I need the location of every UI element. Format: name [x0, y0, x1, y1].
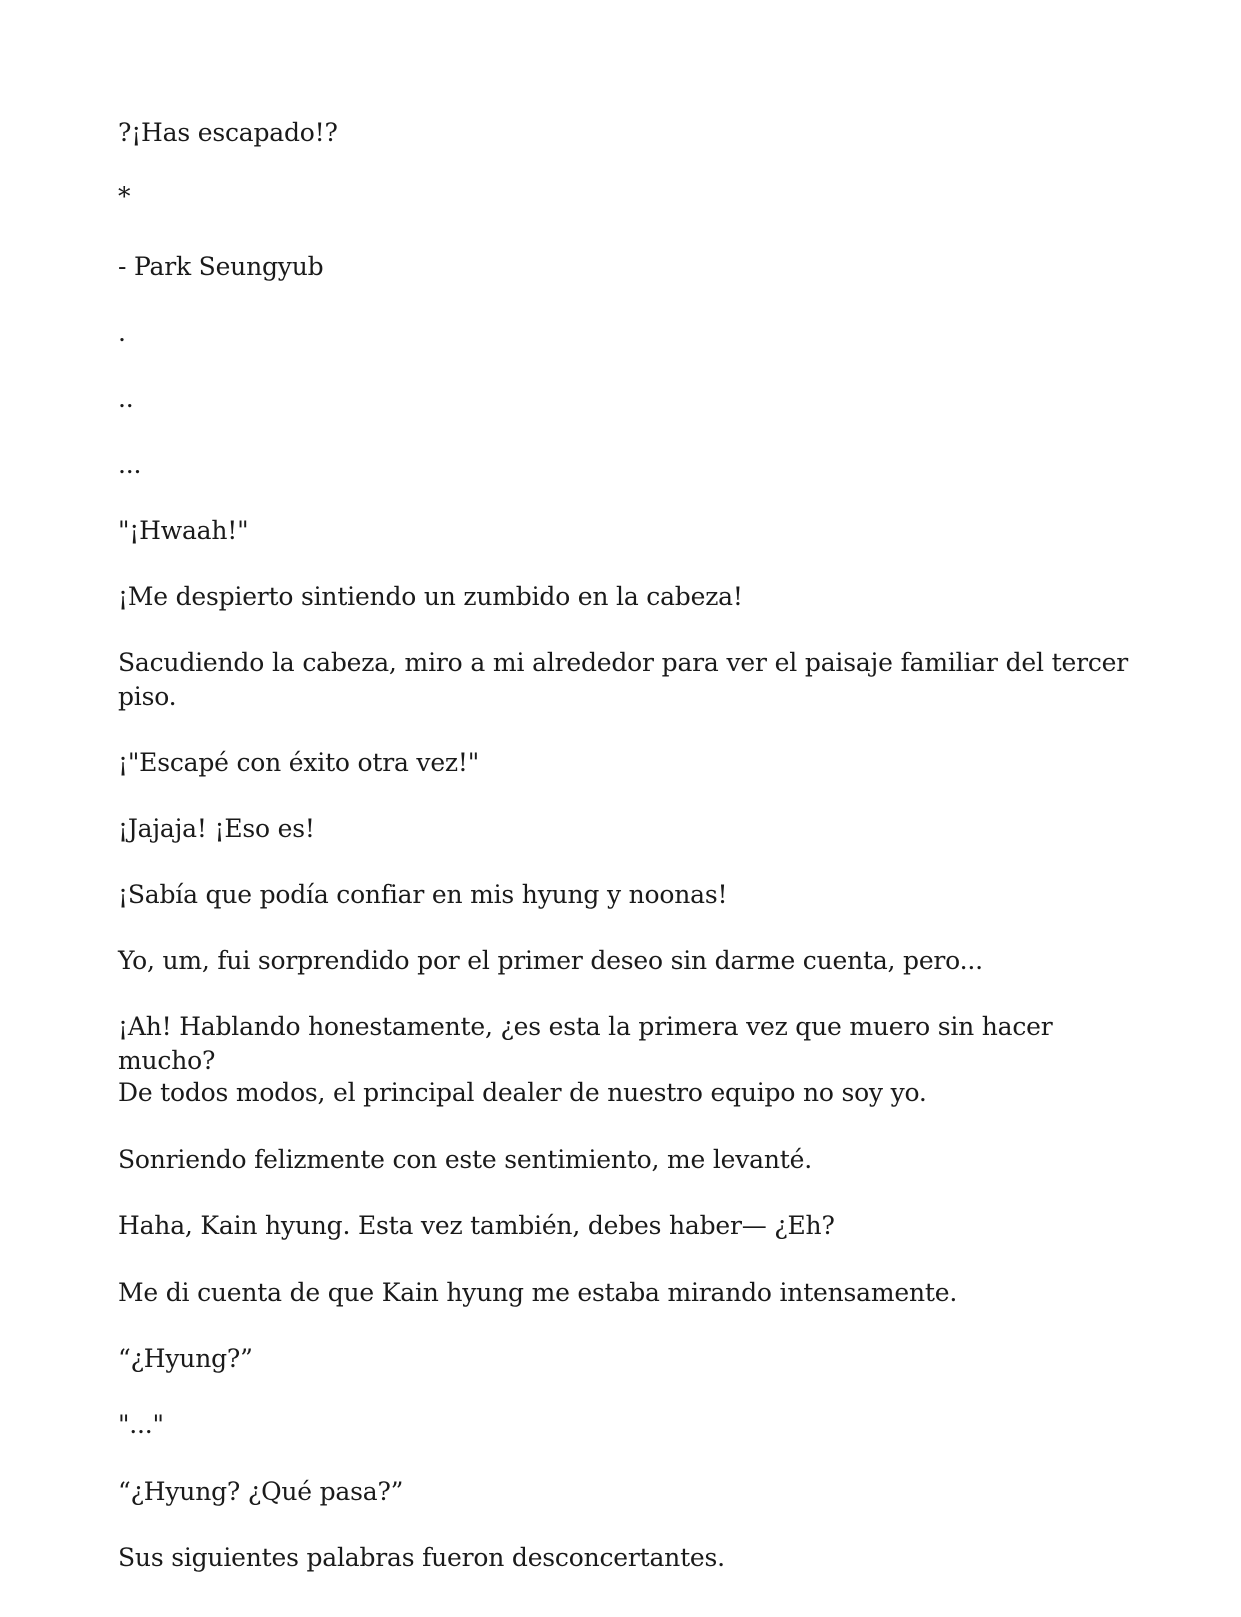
text-paragraph: Sacudiendo la cabeza, miro a mi alrededor para ver el paisaje familiar del tercer piso.: [118, 648, 1136, 711]
text-line: ¡Jajaja! ¡Eso es!: [118, 814, 315, 843]
text-line: ...: [118, 450, 142, 479]
text-line: ¡"Escapé con éxito otra vez!": [118, 748, 480, 777]
text-line: De todos modos, el principal dealer de nuestro equipo no soy yo.: [118, 1078, 927, 1107]
text-line: *: [118, 182, 131, 211]
text-line: Haha, Kain hyung. Esta vez también, debes haber— ¿Eh?: [118, 1211, 835, 1240]
text-line: Me di cuenta de que Kain hyung me estaba mirando intensamente.: [118, 1278, 958, 1307]
text-line: ¡Sabía que podía confiar en mis hyung y noonas!: [118, 880, 728, 909]
text-line: ¡Me despierto sintiendo un zumbido en la cabeza!: [118, 582, 743, 611]
text-line: Yo, um, fui sorprendido por el primer deseo sin darme cuenta, pero...: [118, 946, 983, 975]
text-line: ..: [118, 384, 134, 413]
text-line: “¿Hyung? ¿Qué pasa?”: [118, 1477, 404, 1506]
text-line: “¿Hyung?”: [118, 1344, 253, 1373]
text-line: ¡Ah! Hablando honestamente, ¿es esta la primera vez que muero sin hacer mucho?: [118, 1012, 1061, 1075]
text-line: "¡Hwaah!": [118, 516, 249, 545]
text-line: - Park Seungyub: [118, 252, 324, 281]
text-line: .: [118, 318, 126, 347]
text-line: Sus siguientes palabras fueron desconcertantes.: [118, 1543, 725, 1572]
text-line: "...": [118, 1410, 164, 1439]
text-line: Sonriendo felizmente con este sentimiento, me levanté.: [118, 1145, 812, 1174]
text-line: ?¡Has escapado!?: [118, 118, 338, 147]
